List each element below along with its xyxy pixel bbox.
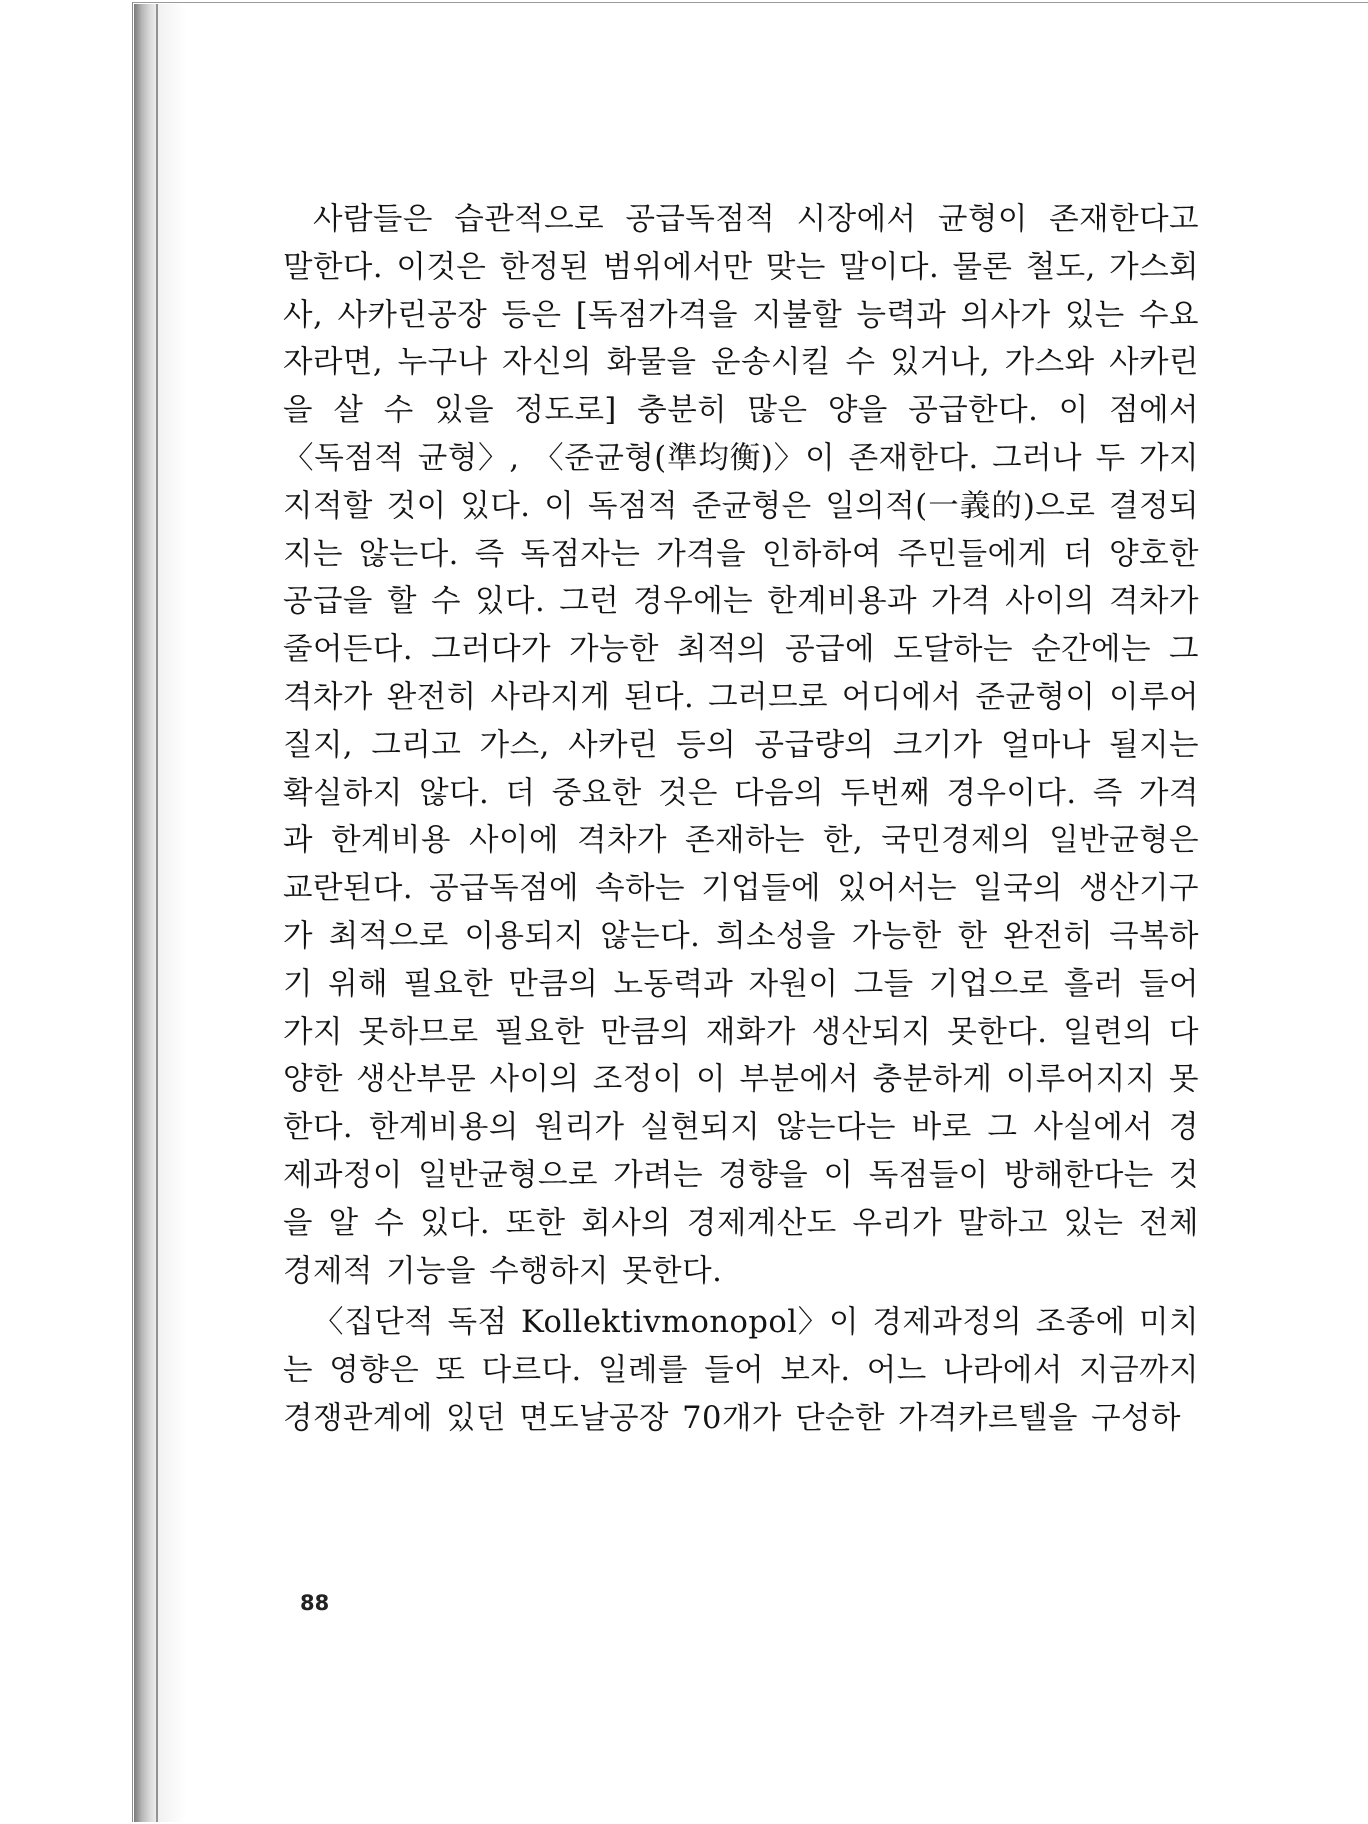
body-text [283,196,1199,1443]
page-gutter-shadow [156,4,186,1822]
paragraph-1: 사람들은 습관적으로 공급독점적 시장에서 균형이 존재한다고 말한다. 이것은 한정된 범위에서만 맞는 말이다. 물론 철도, 가스회사, 사카린공장 등은 [독점가격을 지불할 능력과 의사가 있는 수요자라면, 누구나 자신의 화물을 운송시킬 수 있거나, 가스와 사카린을 살 수 있을 정도로] 충분히 많은 양을 공급한다. 이 점에서 〈독점적 균형〉, 〈준균형(準均衡)〉이 존재한다. 그러나 두 가지 지적할 것이 있다. 이 독점적 준균형은 일의적(一義的)으로 결정되지는 않는다. 즉 독점자는 가격을 인하하여 주민들에게 더 양호한 공급을 할 수 있다. 그런 경우에는 한계비용과 가격 사이의 격차가 줄어든다. 그러다가 가능한 최적의 공급에 도달하는 순간에는 그 격차가 완전히 사라지게 된다. 그러므로 어디에서 준균형이 이루어질지, 그리고 가스, 사카린 등의 공급량의 크기가 얼마나 될지는 확실하지 않다. 더 중요한 것은 다음의 두번째 경우이다. 즉 가격과 한계비용 사이에 격차가 존재하는 한, 국민경제의 일반균형은 교란된다. 공급독점에 속하는 기업들에 있어서는 일국의 생산기구가 최적으로 이용되지 않는다. 희소성을 가능한 한 완전히 극복하기 위해 필요한 만큼의 노동력과 자원이 그들 기업으로 흘러 들어가지 못하므로 필요한 만큼의 재화가 생산되지 못한다. 일련의 다양한 생산부문 사이의 조정이 이 부분에서 충분하게 이루어지지 못한다. 한계비용의 원리가 실현되지 않는다는 바로 그 사실에서 경제과정이 일반균형으로 가려는 경향을 이 독점들이 방해한다는 것을 알 수 있다. 또한 회사의 경제계산도 우리가 말하고 있는 전체경제적 기능을 수행하지 못한다. [283,202,1199,1289]
page-number: 88 [300,1591,330,1615]
paragraph-2: 〈집단적 독점 Kollektivmonopol〉이 경제과정의 조종에 미치는 영향은 또 다르다. 일례를 들어 보자. 어느 나라에서 지금까지 경쟁관계에 있던 면도날공장 70개가 단순한 가격카르텔을 구성하 [283,1305,1199,1436]
book-spine [134,4,156,1822]
